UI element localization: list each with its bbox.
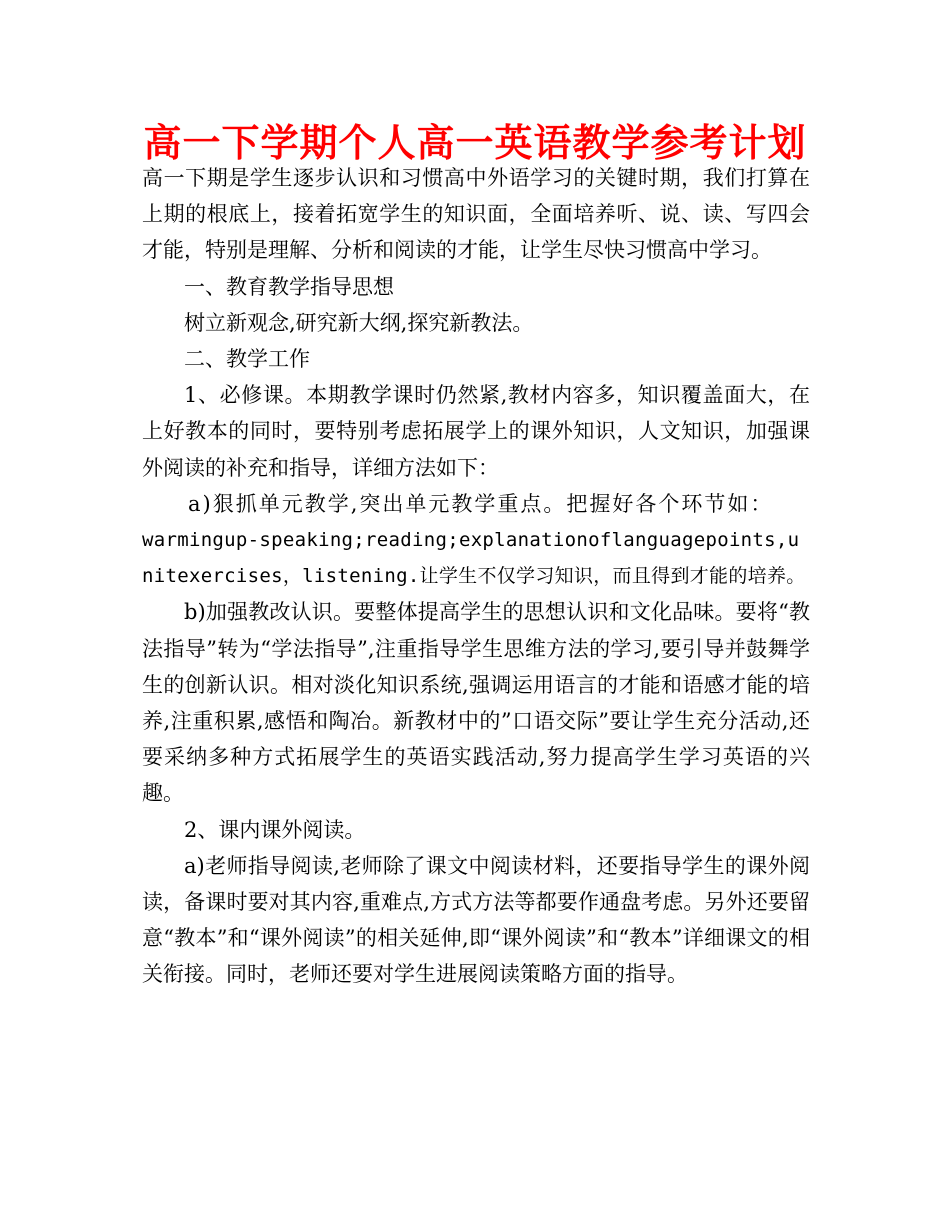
- document-title: 高一下学期个人高一英语教学参考计划: [143, 121, 807, 165]
- document-body: [142, 160, 810, 993]
- reading-guidance-paragraph: a)老师指导阅读,老师除了课文中阅读材料，还要指导学生的课外阅读，备课时要对其内容,重难点,方式方法等都要作通盘考虑。另外还要留意“教本”和“课外阅读”的相关延伸,即“课外阅读”和“教本”详细课文的相关衔接。同时，老师还要对学生进展阅读策略方面的指导。: [142, 853, 810, 987]
- section-heading-guiding-ideology: 一、教育教学指导思想: [184, 274, 394, 299]
- teaching-reform-paragraph: b)加强教改认识。要整体提高学生的思想认识和文化品味。要将“教法指导”转为“学法指导”,注重指导学生思维方法的学习,要引导并鼓舞学生的创新认识。相对淡化知识系统,强调运用语言的才能和语感才能的培养,注重积累,感悟和陶冶。新教材中的”口语交际”要让学生充分活动,还要采纳多种方式拓展学生的英语实践活动,努力提高学生学习英语的兴趣。: [142, 600, 810, 806]
- section-heading-teaching-work: 二、教学工作: [184, 347, 310, 372]
- intro-paragraph: 高一下期是学生逐步认识和习惯高中外语学习的关键时期，我们打算在上期的根底上，接着拓宽学生的知识面，全面培养听、说、读、写四会才能，特别是理解、分析和阅读的才能，让学生尽快习惯高中学习。: [142, 166, 810, 263]
- unit-sections-paragraph: warmingup-speaking;reading;explanationoflanguagepoints,unitexercises，listening.让学生不仅学习知识，而且得到才能的培养。: [142, 529, 806, 588]
- required-course-paragraph: 1、必修课。本期教学课时仍然紧,教材内容多，知识覆盖面大，在上好教本的同时，要特别考虑拓展学上的课外知识，人文知识，加强课外阅读的补充和指导，详细方法如下：: [142, 383, 810, 480]
- unit-teaching-paragraph: a)狠抓单元教学,突出单元教学重点。把握好各个环节如：: [188, 491, 774, 516]
- guiding-ideology-paragraph: 树立新观念,研究新大纲,探究新教法。: [184, 310, 534, 335]
- reading-heading-paragraph: 2、课内课外阅读。: [184, 817, 366, 842]
